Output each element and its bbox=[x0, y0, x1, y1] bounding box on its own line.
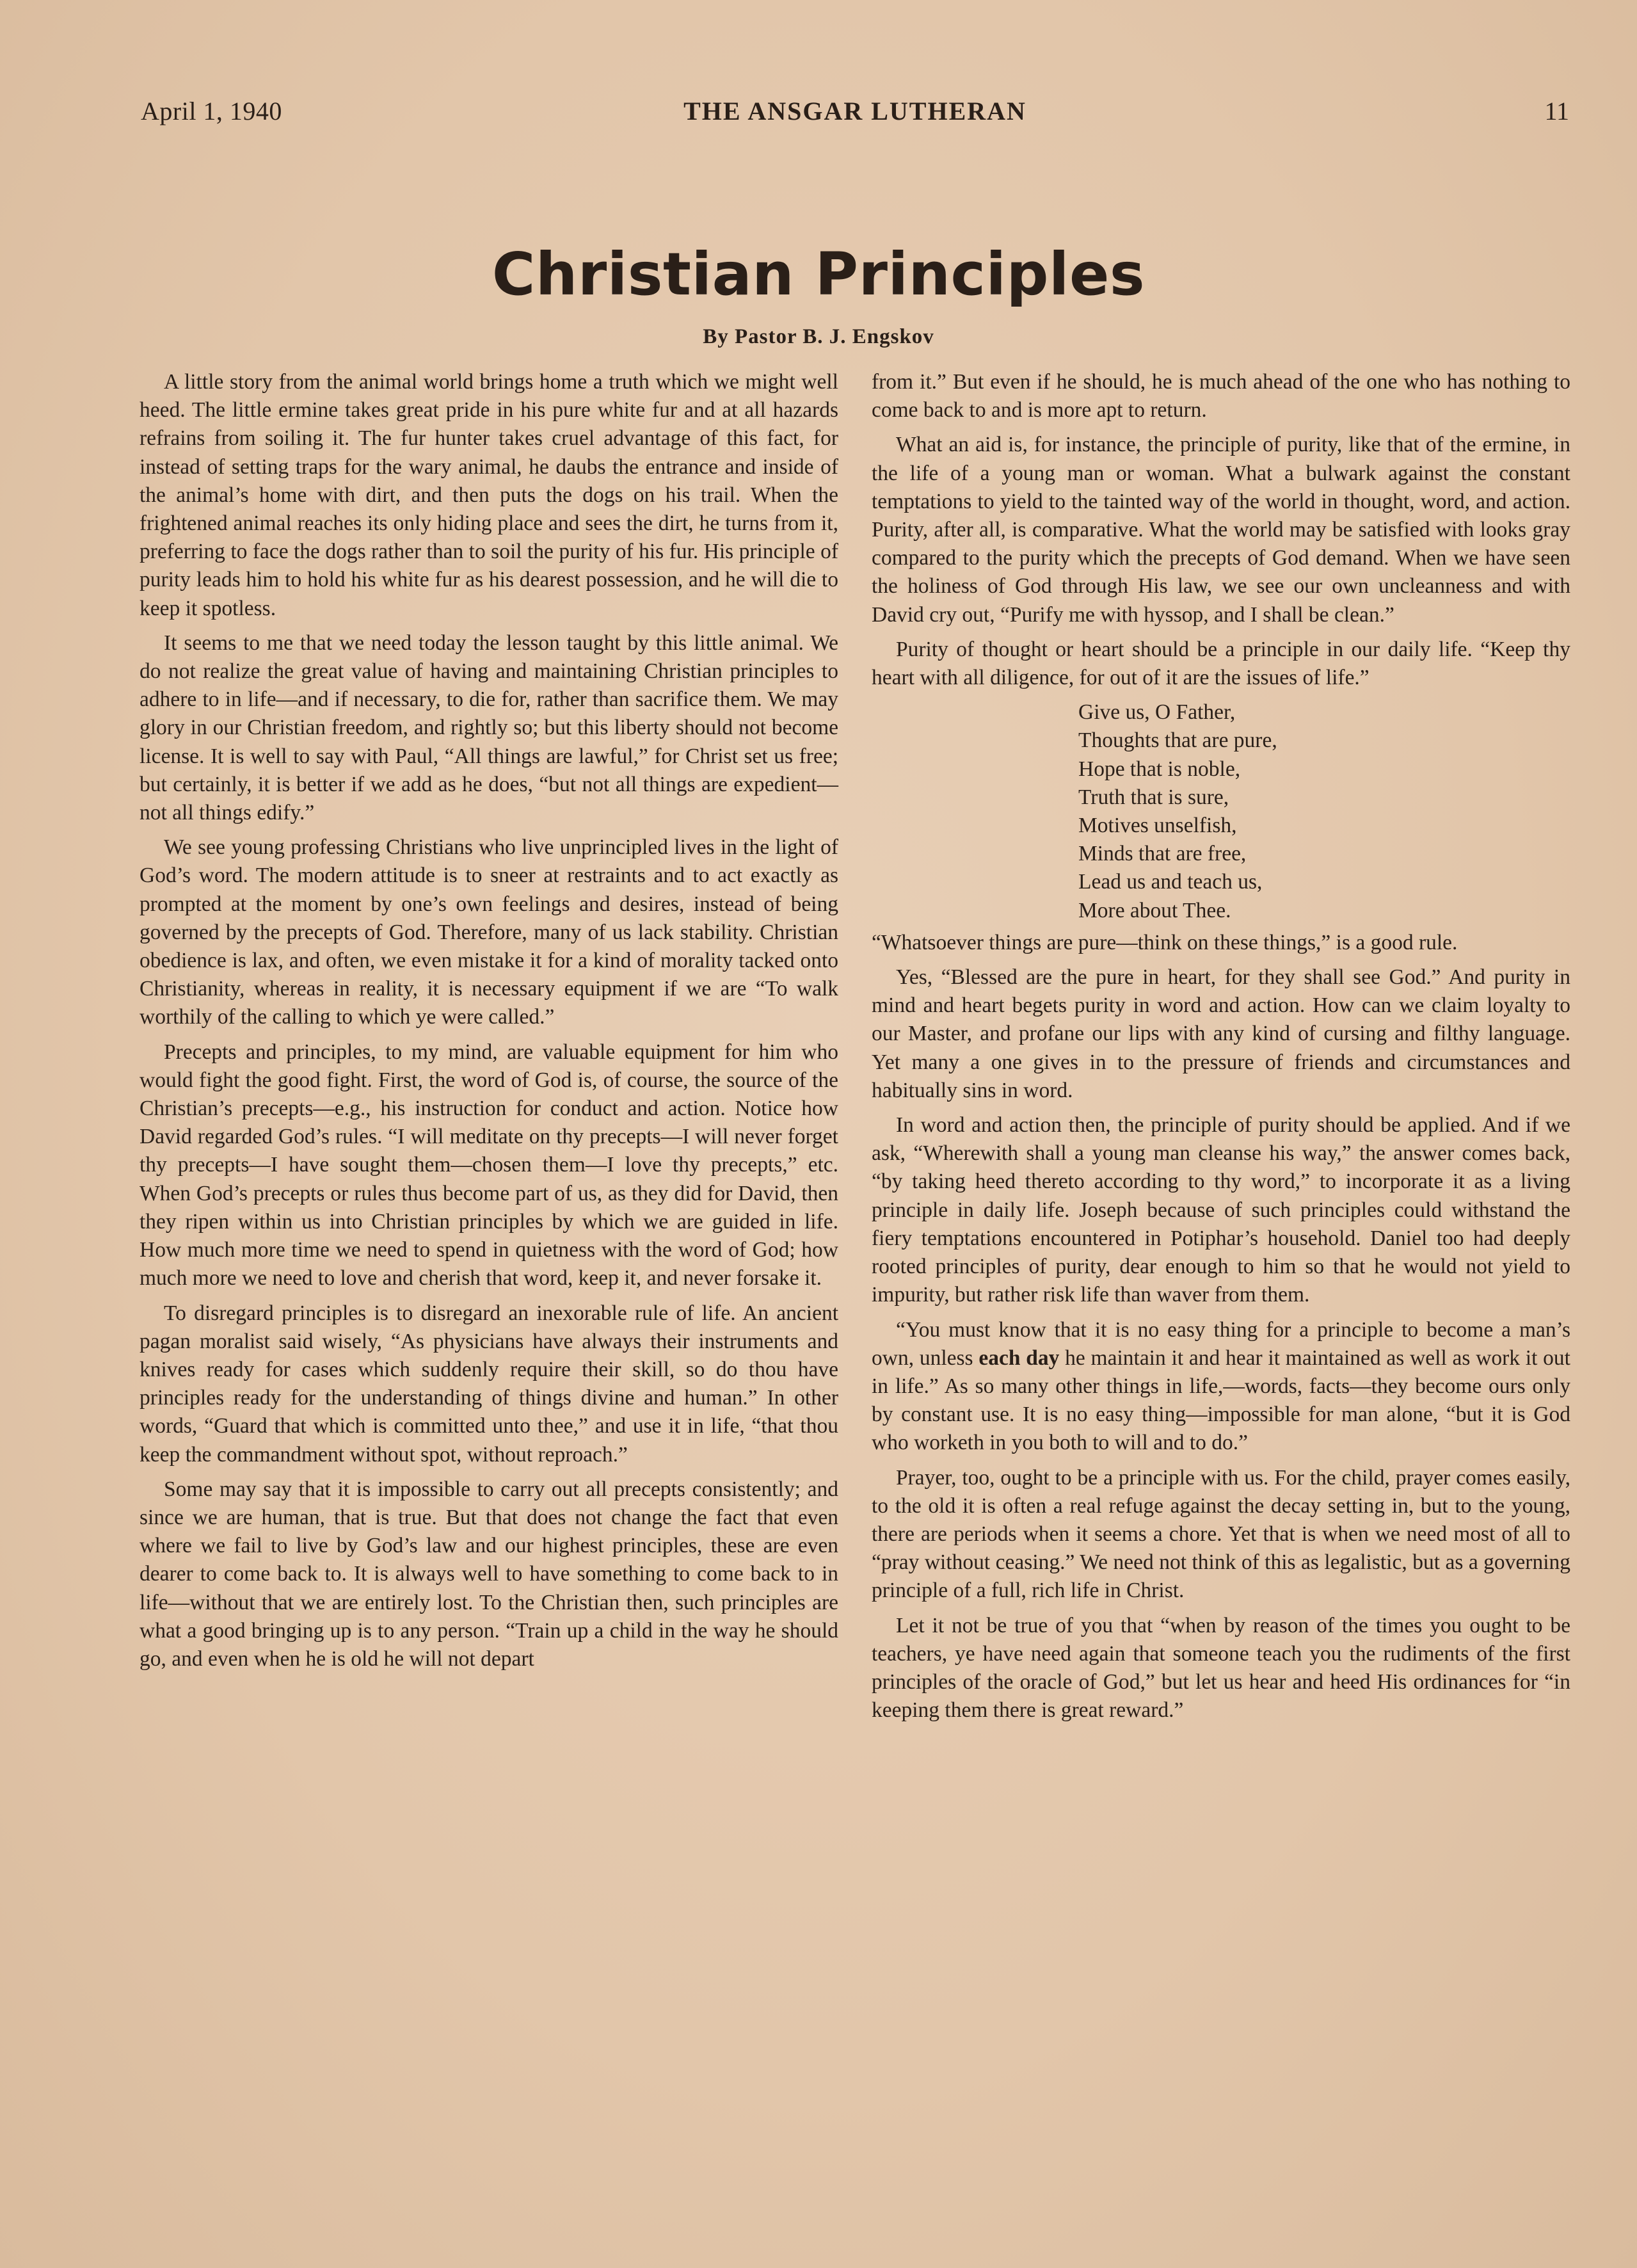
paragraph: To disregard principles is to disregard an inexorable rule of life. An ancient pagan moralist said wisely, “As physicians have always their instruments and knives ready for cases which suddenly require their skill, so do thou have principles ready for the understanding of things divine and human.” In other words, “Guard that which is committed unto thee,” and use it in life, “that thou keep the commandment without spot, without reproach.” bbox=[140, 1301, 838, 1467]
paragraph: What an aid is, for instance, the principle of purity, like that of the ermine, in the life of a young man or woman. What a bulwark against the constant temptations to yield to the tainted way of the world in thought, word, and action. Purity, after all, is comparative. What the world may be satisfied with looks gray compared to the purity which the precepts of God demand. When we have seen the holiness of God through His law, we see our own uncleanness and with David cry out, “Purify me with hyssop, and I shall be clean.” bbox=[872, 433, 1570, 627]
poem bbox=[1078, 698, 1570, 925]
paragraph-text: “You must know that it is no easy thing for a principle to become a man’s own, unless bbox=[872, 1317, 1570, 1370]
paragraph: We see young professing Christians who live unprincipled lives in the light of God’s word. The modern attitude is to sneer at restraints and to act exactly as prompted at the moment by one’s own feelings and desires, instead of being governed by the precepts of God. Therefore, many of us lack stability. Christian obedience is lax, and often, we even mistake it for a kind of morality tacked onto Christianity, whereas in reality, it is necessary equipment if we are “To walk worthily of the calling to which ye were called.” bbox=[140, 835, 838, 1029]
poem-line: Give us, O Father, bbox=[1078, 700, 1236, 725]
page-header bbox=[141, 96, 1569, 141]
emphasis-text: each day bbox=[978, 1346, 1060, 1370]
right-column bbox=[872, 368, 1570, 1731]
poem-line: Motives unselfish, bbox=[1078, 814, 1237, 838]
paragraph: Precepts and principles, to my mind, are valuable equipment for him who would fight the good fight. First, the word of God is, of course, the source of the Christian’s precepts—e.g., his instruction for conduct and action. Notice how David regarded God’s rules. “I will meditate on thy precepts—I will never forget thy precepts—I have sought them—chosen them—I love thy precepts,” etc. When God’s precepts or rules thus become part of us, as they did for David, then they ripen within us into Christian principles by which we are guided in life. How much more time we need to spend in quietness with the word of God; how much more we need to love and cherish that word, keep it, and never forsake it. bbox=[140, 1040, 838, 1291]
left-column bbox=[140, 368, 838, 1680]
issue-date: April 1, 1940 bbox=[141, 97, 282, 125]
paragraph: Prayer, too, ought to be a principle with us. For the child, prayer comes easily, to the old it is often a real refuge against the decay setting in, but to the young, there are periods when it seems a chore. Yet that is when we need most of all to “pray without ceasing.” We need not think of this as legalistic, but as a governing principle of a full, rich life in Christ. bbox=[872, 1465, 1570, 1603]
publication-name: THE ANSGAR LUTHERAN bbox=[683, 97, 1026, 125]
article-title: Christian Principles bbox=[491, 240, 1146, 309]
paragraph: Let it not be true of you that “when by reason of the times you ought to be teachers, ye have need again that someone teach you the rudiments of the first principles of the oracle of God,” but let us hear and heed His ordinances for “in keeping them there is great reward.” bbox=[872, 1613, 1570, 1723]
paragraph: Some may say that it is impossible to carry out all precepts consistently; and since we are human, that is true. But that does not change the fact that even where we fail to live by God’s law and our highest principles, these are even dearer to come back to. It is always well to have something to come back to in life—without that we are entirely lost. To the Christian then, such principles are what a good bringing up is to any person. “Train up a child in the way he should go, and even when he is old he will not depart bbox=[140, 1477, 838, 1671]
poem-line: Lead us and teach us, bbox=[1078, 870, 1263, 894]
paragraph-text: he maintain it and hear it maintained as well as work it out in life.” As so many other things in life,—words, facts—they become ours only by constant use. It is no easy thing—impossible for man alone, “but it is God who worketh in you both to will and to do.” bbox=[872, 1346, 1570, 1455]
paragraph: It seems to me that we need today the lesson taught by this little animal. We do not realize the great value of having and maintaining Christian principles to adhere to in life—and if necessary, to die for, rather than sacrifice them. We may glory in our Christian freedom, and rightly so; but this liberty should not become license. It is well to say with Paul, “All things are lawful,” for Christ set us free; but certainly, it is better if we add as he does, “but not all things are expedient—not all things edify.” bbox=[140, 631, 838, 825]
poem-line: Minds that are free, bbox=[1078, 842, 1247, 866]
article-byline: By Pastor B. J. Engskov bbox=[703, 325, 934, 348]
poem-line: Hope that is noble, bbox=[1078, 757, 1241, 781]
paragraph: “Whatsoever things are pure—think on these things,” is a good rule. bbox=[872, 930, 1458, 954]
poem-line: Truth that is sure, bbox=[1078, 785, 1229, 809]
paragraph: A little story from the animal world brings home a truth which we might well heed. The little ermine takes great pride in his pure white fur and at all hazards refrains from soiling it. The fur hunter takes cruel advantage of this fact, for instead of setting traps for the wary animal, he daubs the entrance and inside of the animal’s home with dirt, and then puts the dogs on his trail. When the frightened animal reaches its only hiding place and sees the dirt, he turns from it, preferring to face the dogs rather than to soil the purity of his fur. His principle of purity leads him to hold his white fur as his dearest possession, and he will die to keep it spotless. bbox=[140, 370, 838, 620]
paragraph: Purity of thought or heart should be a principle in our daily life. “Keep thy heart with all diligence, for out of it are the issues of life.” bbox=[872, 637, 1570, 690]
paragraph: In word and action then, the principle of purity should be applied. And if we ask, “Wherewith shall a young man cleanse his way,” the answer comes back, “by taking heed thereto according to thy word,” to incorporate it as a living principle in daily life. Joseph because of such principles could withstand the fiery temptations encountered in Potiphar’s household. Daniel too had deeply rooted principles of purity, dear enough to him so that he would not yield to impurity, but rather risk life than waver from them. bbox=[872, 1113, 1570, 1307]
paragraph bbox=[872, 1316, 1570, 1458]
poem-line: More about Thee. bbox=[1078, 898, 1231, 922]
paragraph-continuation: from it.” But even if he should, he is much ahead of the one who has nothing to come back to and is more apt to return. bbox=[872, 370, 1570, 422]
paragraph: Yes, “Blessed are the pure in heart, for they shall see God.” And purity in mind and heart begets purity in word and action. How can we claim loyalty to our Master, and profane our lips with any kind of cursing and filthy language. Yet many a one gives in to the pressure of friends and circumstances and habitually sins in word. bbox=[872, 965, 1570, 1102]
poem-line: Thoughts that are pure, bbox=[1078, 728, 1277, 753]
page-number: 11 bbox=[1544, 97, 1569, 125]
